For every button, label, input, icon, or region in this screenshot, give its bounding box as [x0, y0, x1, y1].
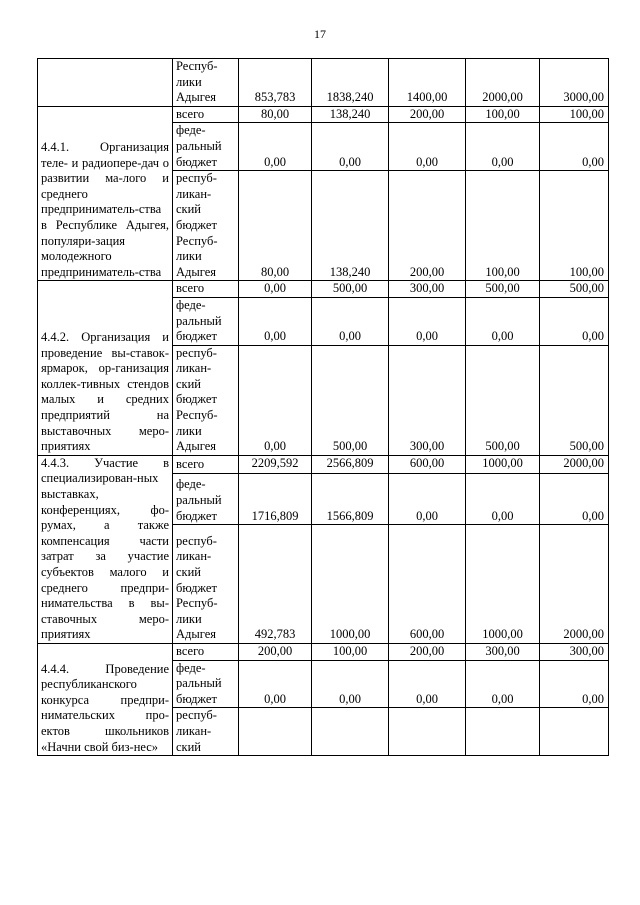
value-cell: 80,00	[239, 106, 312, 123]
value-cell: 2000,00	[540, 455, 609, 473]
activity-name-cell: 4.4.4. Проведение республиканского конкурса предпри-нимательских про-ектов школьников «Начни свой биз-нес»	[38, 643, 173, 755]
value-cell	[540, 708, 609, 756]
value-cell: 0,00	[312, 660, 389, 708]
value-cell	[312, 708, 389, 756]
activity-name-cell: 4.4.1. Организация теле- и радиопере-дач о развитии ма-лого и среднего предприниматель-ства в Республике Адыгея, популяри-зация молодежного предприниматель-ства	[38, 106, 173, 281]
value-cell: 1716,809	[239, 473, 312, 525]
funding-source-cell: всего	[173, 643, 239, 660]
value-cell: 200,00	[389, 171, 466, 281]
value-cell: 80,00	[239, 171, 312, 281]
value-cell	[239, 708, 312, 756]
value-cell: 2000,00	[466, 59, 540, 107]
value-cell: 600,00	[389, 455, 466, 473]
value-cell: 500,00	[466, 281, 540, 298]
value-cell: 300,00	[540, 643, 609, 660]
value-cell: 500,00	[312, 281, 389, 298]
funding-source-cell: респуб- ликан- ский бюджет Респуб- лики Адыгея	[173, 525, 239, 644]
value-cell: 2000,00	[540, 525, 609, 644]
value-cell: 0,00	[312, 297, 389, 345]
value-cell: 138,240	[312, 171, 389, 281]
value-cell: 1000,00	[466, 455, 540, 473]
value-cell: 1000,00	[312, 525, 389, 644]
value-cell: 500,00	[312, 345, 389, 455]
value-cell: 100,00	[540, 106, 609, 123]
activity-name-cell: 4.4.3. Участие в специализирован-ных выставках, конференциях, фо-румах, а также компенсация части затрат за участие субъектов малого и среднего предпри-нимательства в вы-ставочных меро-приятиях	[38, 455, 173, 643]
value-cell: 0,00	[540, 297, 609, 345]
value-cell: 0,00	[540, 660, 609, 708]
value-cell: 3000,00	[540, 59, 609, 107]
value-cell	[466, 708, 540, 756]
funding-source-cell: феде- ральный бюджет	[173, 123, 239, 171]
value-cell: 200,00	[389, 643, 466, 660]
value-cell: 2209,592	[239, 455, 312, 473]
value-cell: 1000,00	[466, 525, 540, 644]
value-cell: 0,00	[239, 660, 312, 708]
value-cell: 100,00	[540, 171, 609, 281]
value-cell	[389, 708, 466, 756]
funding-source-cell: респуб- ликан- ский бюджет Респуб- лики Адыгея	[173, 171, 239, 281]
value-cell: 100,00	[312, 643, 389, 660]
activity-name-cell: 4.4.2. Организация и проведение вы-ставок-ярмарок, ор-ганизация коллек-тивных стендов малых и средних предприятий на выставочных меро-приятиях	[38, 281, 173, 456]
value-cell: 0,00	[389, 297, 466, 345]
value-cell: 0,00	[239, 123, 312, 171]
value-cell: 0,00	[239, 345, 312, 455]
funding-source-cell: феде- ральный бюджет	[173, 660, 239, 708]
value-cell: 0,00	[466, 473, 540, 525]
value-cell: 100,00	[466, 106, 540, 123]
value-cell: 0,00	[540, 473, 609, 525]
table-row	[38, 455, 609, 473]
value-cell: 853,783	[239, 59, 312, 107]
value-cell: 300,00	[389, 345, 466, 455]
funding-source-cell: респуб- ликан- ский бюджет Респуб- лики Адыгея	[173, 345, 239, 455]
table-row	[38, 643, 609, 660]
value-cell: 0,00	[540, 123, 609, 171]
funding-source-cell: респуб- ликан- ский	[173, 708, 239, 756]
value-cell: 500,00	[540, 281, 609, 298]
value-cell: 300,00	[389, 281, 466, 298]
budget-table	[37, 58, 609, 756]
table-row	[38, 106, 609, 123]
funding-source-cell: Респуб- лики Адыгея	[173, 59, 239, 107]
value-cell: 200,00	[239, 643, 312, 660]
value-cell: 0,00	[466, 297, 540, 345]
value-cell: 1838,240	[312, 59, 389, 107]
value-cell: 0,00	[312, 123, 389, 171]
value-cell: 0,00	[466, 123, 540, 171]
value-cell: 0,00	[466, 660, 540, 708]
value-cell: 1400,00	[389, 59, 466, 107]
table-row	[38, 59, 609, 107]
value-cell: 300,00	[466, 643, 540, 660]
value-cell: 0,00	[239, 297, 312, 345]
value-cell: 500,00	[540, 345, 609, 455]
funding-source-cell: всего	[173, 106, 239, 123]
funding-source-cell: феде- ральный бюджет	[173, 473, 239, 525]
table-row	[38, 281, 609, 298]
value-cell: 500,00	[466, 345, 540, 455]
value-cell: 0,00	[389, 123, 466, 171]
funding-source-cell: всего	[173, 455, 239, 473]
page-number: 17	[314, 27, 326, 41]
value-cell: 600,00	[389, 525, 466, 644]
value-cell: 0,00	[389, 473, 466, 525]
value-cell: 200,00	[389, 106, 466, 123]
funding-source-cell: всего	[173, 281, 239, 298]
value-cell: 100,00	[466, 171, 540, 281]
value-cell: 0,00	[389, 660, 466, 708]
value-cell: 1566,809	[312, 473, 389, 525]
value-cell: 492,783	[239, 525, 312, 644]
value-cell: 0,00	[239, 281, 312, 298]
activity-name-cell	[38, 59, 173, 107]
value-cell: 138,240	[312, 106, 389, 123]
funding-source-cell: феде- ральный бюджет	[173, 297, 239, 345]
value-cell: 2566,809	[312, 455, 389, 473]
